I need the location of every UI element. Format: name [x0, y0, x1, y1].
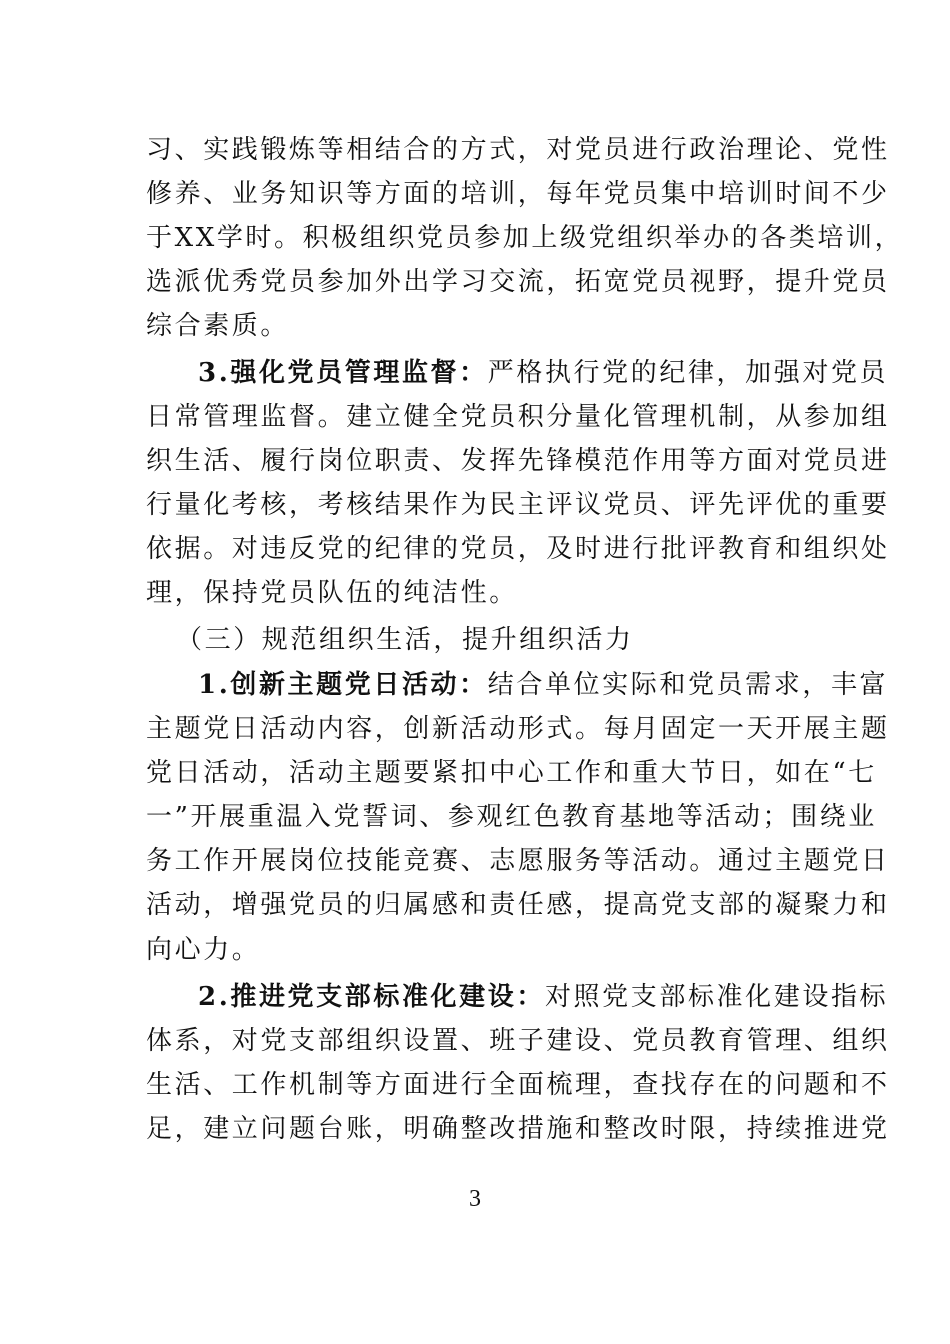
item-heading: 2.推进党支部标准化建设： [198, 982, 545, 1012]
paragraph-training [146, 128, 904, 348]
text-run: 对照党支部标准化建设指标 [544, 982, 889, 1012]
text-line: 主题党日活动内容，创新活动形式。每月固定一天开展主题 [146, 714, 890, 745]
text-line: 习、实践锻炼等相结合的方式，对党员进行政治理论、党性 [146, 135, 890, 165]
text-line: 依据。对违反党的纪律的党员，及时进行批评教育和组织处 [146, 534, 890, 565]
text-line: 综合素质。 [146, 311, 290, 342]
text-line: 体系，对党支部组织设置、班子建设、党员教育管理、组织 [146, 1026, 890, 1057]
text-line: 理，保持党员队伍的纯洁性。 [146, 578, 518, 609]
text-line: 向心力。 [146, 934, 261, 965]
text-line: 务工作开展岗位技能竞赛、志愿服务等活动。通过主题党日 [146, 846, 890, 877]
paragraph-theme-day [146, 663, 890, 972]
paragraph-standardization [146, 975, 890, 1151]
text-line: 一”开展重温入党誓词、参观红色教育基地等活动；围绕业 [146, 802, 877, 833]
text-line: 生活、工作机制等方面进行全面梳理，查找存在的问题和不 [146, 1070, 890, 1101]
text-line: 活动，增强党员的归属感和责任感，提高党支部的凝聚力和 [146, 890, 890, 921]
paragraph-first-line [146, 975, 889, 1019]
text-run: 严格执行党的纪律，加强对党员 [487, 358, 889, 388]
text-run: 结合单位实际和党员需求，丰富 [487, 670, 889, 700]
paragraph-first-line [146, 663, 889, 707]
text-line: 修养、业务知识等方面的培训，每年党员集中培训时间不少 [146, 179, 890, 210]
paragraph-supervision [146, 351, 890, 616]
page-number: 3 [469, 1186, 481, 1212]
text-line: 织生活、履行岗位职责、发挥先锋模范作用等方面对党员进 [146, 446, 890, 477]
text-line: 选派优秀党员参加外出学习交流，拓宽党员视野，提升党员 [146, 267, 890, 298]
text-line: 行量化考核，考核结果作为民主评议党员、评先评优的重要 [146, 490, 890, 521]
item-heading: 3.强化党员管理监督： [198, 358, 488, 388]
section-heading: （三）规范组织生活，提升组织活力 [176, 625, 634, 655]
text-line: 足，建立问题台账，明确整改措施和整改时限，持续推进党 [146, 1114, 890, 1145]
item-heading: 1.创新主题党日活动： [198, 670, 488, 700]
paragraph-first-line [146, 351, 889, 395]
section-heading-block [146, 618, 818, 662]
text-line: 党日活动，活动主题要紧扣中心工作和重大节日，如在“七 [146, 758, 877, 789]
text-line: 日常管理监督。建立健全党员积分量化管理机制，从参加组 [146, 402, 890, 433]
text-line: 于XX学时。积极组织党员参加上级党组织举办的各类培训， [146, 223, 904, 254]
